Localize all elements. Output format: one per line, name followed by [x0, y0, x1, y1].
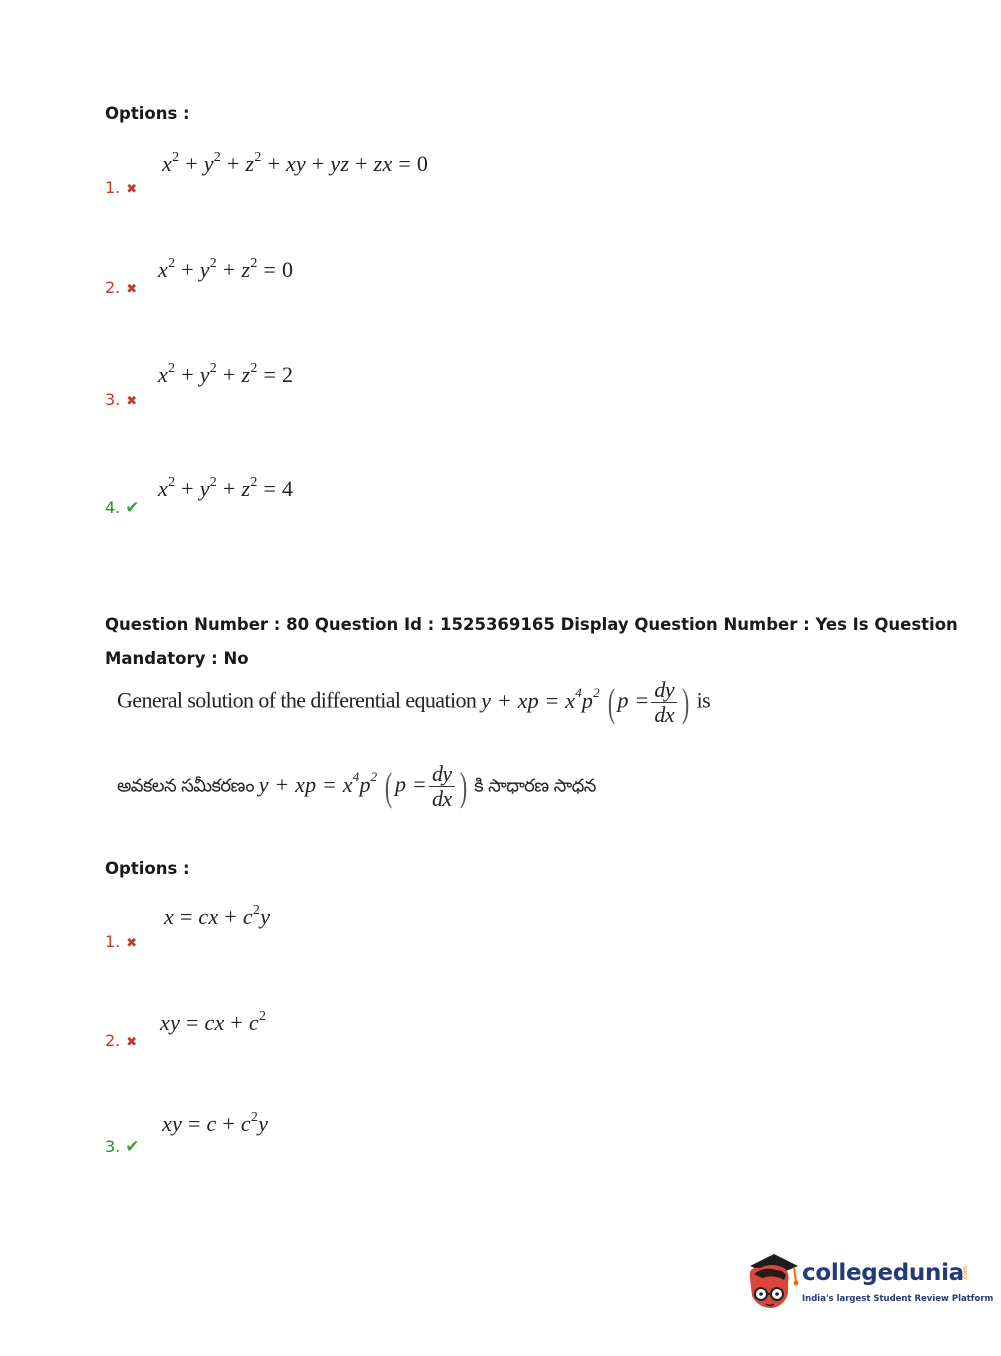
cross-icon: ✖: [126, 182, 138, 197]
option-3-number: 3.: [105, 1137, 121, 1156]
frac-denominator: dx: [431, 786, 452, 811]
cross-icon: ✖: [126, 282, 138, 297]
option-4-formula: $x^2 + y^2 + z^2 = 4$: [158, 475, 294, 501]
logo-com: .com: [961, 1266, 969, 1281]
cross-icon: ✖: [126, 1035, 138, 1050]
option-2-number: 2.: [105, 1031, 121, 1050]
option-4-marker: [105, 498, 140, 518]
option-2-formula: $x^2 + y^2 + z^2 = 0$: [158, 256, 294, 282]
option-1-marker: [105, 932, 137, 951]
question-meta-line-1: Question Number : 80 Question Id : 1525369165 Display Question Number : Yes Is Question: [105, 615, 958, 634]
option-2-number: 2.: [105, 278, 121, 297]
question-text-te-suffix: కి సాధారణ సాధన: [474, 775, 596, 797]
question-meta-line-2: Mandatory : No: [105, 649, 249, 668]
question-text-telugu: అవకలన సమీకరణం y + xp = $x^4p^2$ ( p = $\frac{dy}{dx}$ ) కి సాధారణ సాధన: [117, 761, 596, 811]
question-text-en-prefix: General solution of the differential equation: [117, 687, 477, 713]
option-2-formula: xy = cx + $c^2$: [160, 1009, 267, 1035]
cross-icon: ✖: [126, 394, 138, 409]
options-heading: Options :: [105, 104, 190, 123]
option-2-marker: [105, 1031, 137, 1050]
question-text-english: General solution of the differential equation y + xp = $x^4p^2$ ( p = $\frac{dy}{dx}$ ) is: [117, 677, 711, 727]
option-1-marker: [105, 178, 137, 197]
frac-numerator: dy: [429, 762, 455, 787]
option-3-number: 3.: [105, 390, 121, 409]
question-text-te-prefix: అవకలన సమీకరణం: [117, 775, 254, 797]
check-icon: ✔: [125, 498, 140, 518]
question-text-en-suffix: is: [696, 687, 711, 713]
option-2-marker: [105, 278, 137, 297]
options-heading: Options :: [105, 859, 190, 878]
frac-numerator: dy: [651, 678, 677, 703]
option-3-formula: xy = $c + c^2y$: [162, 1110, 269, 1136]
collegedunia-logo[interactable]: [744, 1252, 994, 1314]
option-1-formula: $x^2 + y^2 + z^2$ + xy + yz + zx = 0: [162, 150, 429, 176]
option-1-formula: x = cx + $c^2y$: [164, 903, 271, 929]
option-3-marker: [105, 1137, 140, 1157]
option-1-number: 1.: [105, 178, 121, 197]
check-icon: ✔: [125, 1137, 140, 1157]
logo-wordmark: collegedunia: [802, 1260, 964, 1286]
cross-icon: ✖: [126, 936, 138, 951]
option-3-marker: [105, 390, 137, 409]
logo-tagline: India's largest Student Review Platform: [802, 1294, 994, 1304]
frac-denominator: dx: [654, 702, 674, 727]
option-4-number: 4.: [105, 498, 121, 517]
option-1-number: 1.: [105, 932, 121, 951]
option-3-formula: $x^2 + y^2 + z^2 = 2$: [158, 361, 294, 387]
mascot-icon: [744, 1252, 802, 1314]
